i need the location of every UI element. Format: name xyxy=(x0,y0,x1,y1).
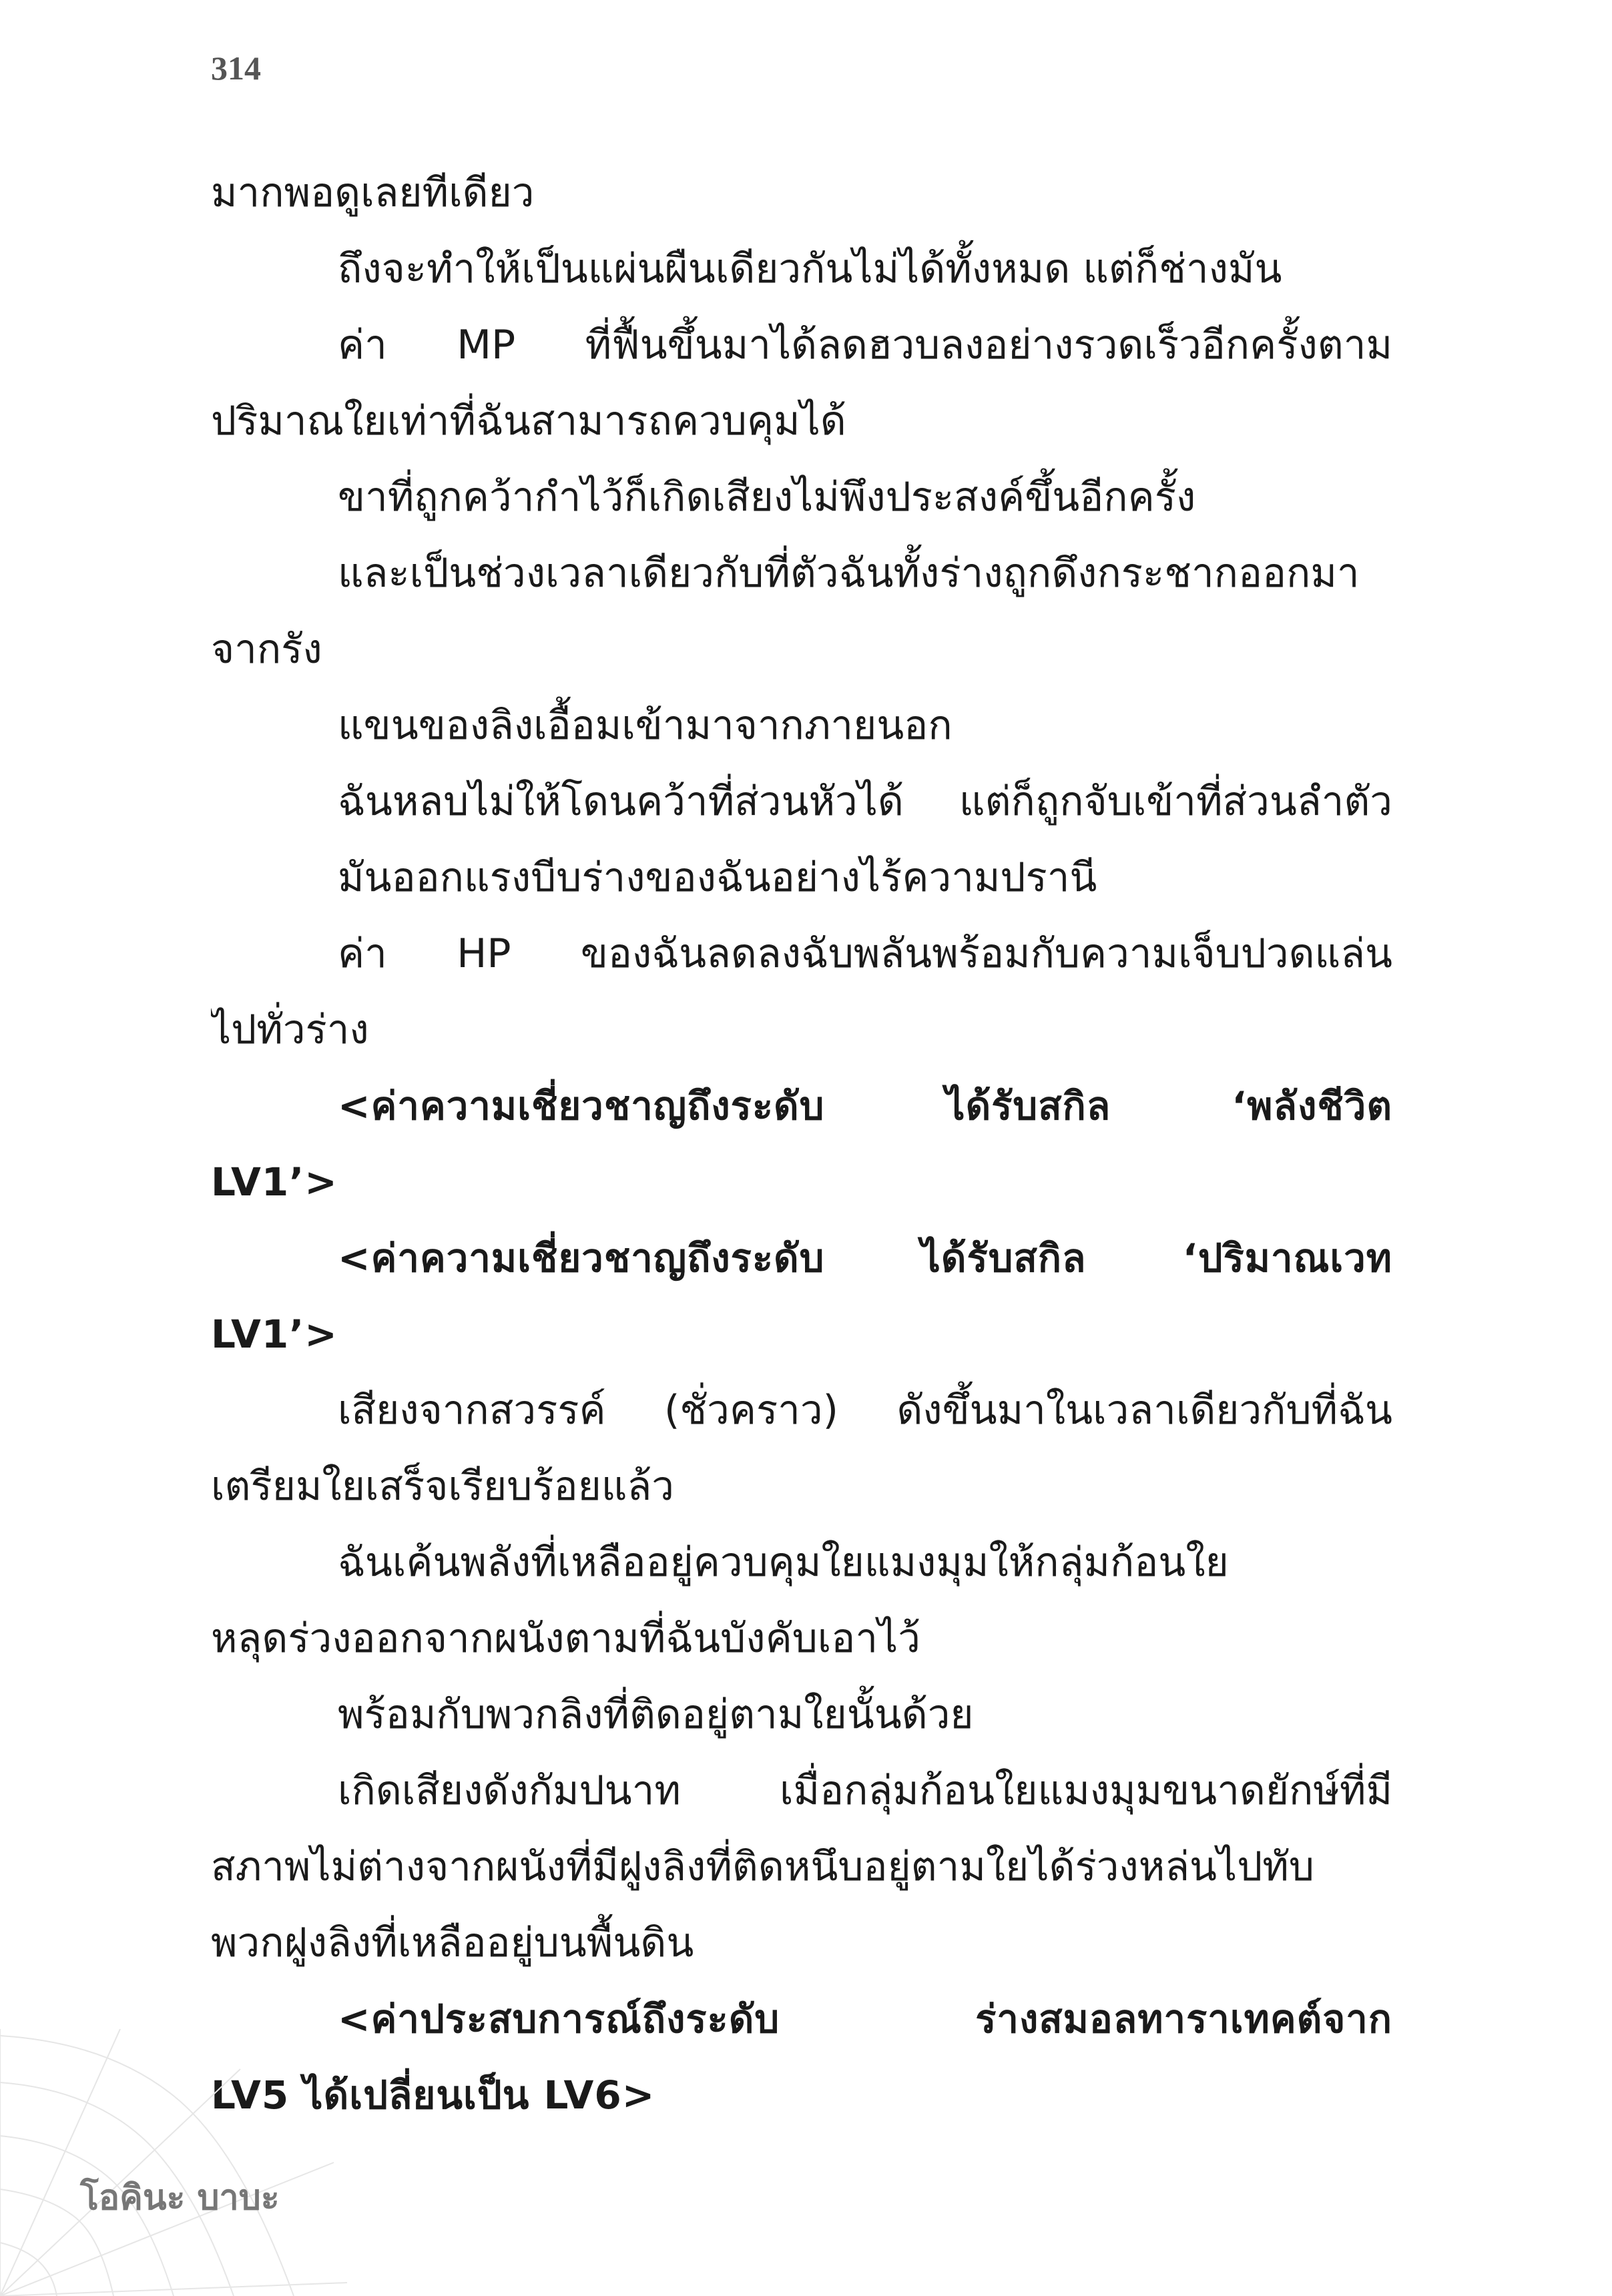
text-line: ค่า MP ที่ฟื้นขึ้นมาได้ลดฮวบลงอย่างรวดเร็วอีกครั้งตาม xyxy=(338,322,1392,368)
text-line: จากรัง xyxy=(211,626,322,673)
text-line: ขาที่ถูกคว้ากำไว้ก็เกิดเสียงไม่พึงประสงค์ขึ้นอีกครั้ง xyxy=(338,474,1196,521)
text-line: หลุดร่วงออกจากผนังตามที่ฉันบังคับเอาไว้ xyxy=(211,1615,920,1662)
text-line: ปริมาณใยเท่าที่ฉันสามารถควบคุมได้ xyxy=(211,398,846,445)
system-message-line: <ค่าประสบการณ์ถึงระดับ ร่างสมอลทาราเทคต์จาก xyxy=(338,1996,1392,2042)
author-name: โอคินะ บาบะ xyxy=(80,2178,280,2218)
text-line: ฉันเค้นพลังที่เหลืออยู่ควบคุมใยแมงมุมให้กลุ่มก้อนใย xyxy=(338,1539,1229,1586)
text-line: ค่า HP ของฉันลดลงฉับพลันพร้อมกับความเจ็บปวดแล่น xyxy=(338,930,1392,977)
spider-web-decoration xyxy=(0,2029,347,2296)
system-message-line: <ค่าความเชี่ยวชาญถึงระดับ ได้รับสกิล ‘ปริมาณเวท xyxy=(338,1235,1392,1281)
text-line: และเป็นช่วงเวลาเดียวกับที่ตัวฉันทั้งร่างถูกดึงกระชากออกมา xyxy=(338,550,1360,597)
text-line: แขนของลิงเอื้อมเข้ามาจากภายนอก xyxy=(338,702,953,749)
system-message-line: LV5 ได้เปลี่ยนเป็น LV6> xyxy=(211,2072,655,2118)
text-line: ถึงจะทำให้เป็นแผ่นผืนเดียวกันไม่ได้ทั้งหมด แต่ก็ช่างมัน xyxy=(338,246,1282,292)
system-message-line: LV1’> xyxy=(211,1159,338,1205)
text-line: มากพอดูเลยทีเดียว xyxy=(211,170,535,216)
text-line: สภาพไม่ต่างจากผนังที่มีฝูงลิงที่ติดหนึบอยู่ตามใยได้ร่วงหล่นไปทับ xyxy=(211,1843,1314,1890)
text-line: เตรียมใยเสร็จเรียบร้อยแล้ว xyxy=(211,1463,674,1510)
text-line: ฉันหลบไม่ให้โดนคว้าที่ส่วนหัวได้ แต่ก็ถูกจับเข้าที่ส่วนลำตัว xyxy=(338,778,1392,825)
text-line: เกิดเสียงดังกัมปนาท เมื่อกลุ่มก้อนใยแมงมุมขนาดยักษ์ที่มี xyxy=(338,1767,1392,1814)
text-line: พร้อมกับพวกลิงที่ติดอยู่ตามใยนั้นด้วย xyxy=(338,1691,974,1738)
text-line: มันออกแรงบีบร่างของฉันอย่างไร้ความปรานี xyxy=(338,854,1097,901)
text-line: พวกฝูงลิงที่เหลืออยู่บนพื้นดิน xyxy=(211,1920,694,1966)
system-message-line: LV1’> xyxy=(211,1312,338,1357)
system-message-line: <ค่าความเชี่ยวชาญถึงระดับ ได้รับสกิล ‘พลังชีวิต xyxy=(338,1083,1392,1129)
page-number: 314 xyxy=(211,49,261,87)
body-text xyxy=(211,155,1392,2133)
text-line: เสียงจากสวรรค์ (ชั่วคราว) ดังขึ้นมาในเวลาเดียวกับที่ฉัน xyxy=(338,1387,1392,1434)
text-line: ไปทั่วร่าง xyxy=(211,1007,369,1053)
